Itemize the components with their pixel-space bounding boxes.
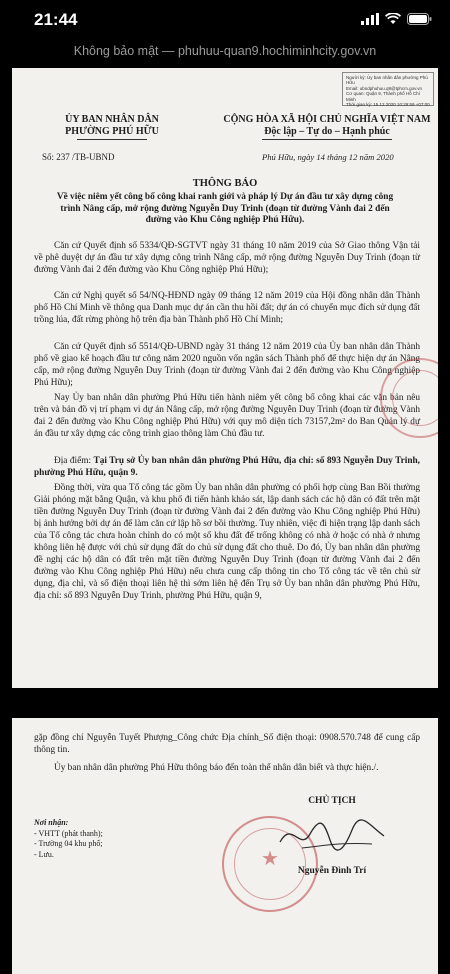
signer-title: CHỦ TỊCH [308, 796, 356, 806]
nation-line-1: CỘNG HÒA XÃ HỘI CHỦ NGHĨA VIỆT NAM [223, 114, 431, 125]
national-header [217, 114, 437, 140]
digital-sign-line: Người ký: Ủy ban nhân dân phường Phú Hữu [346, 75, 428, 86]
digital-sign-line: Thời gian ký: 15.12.2020 10:29:59 +07:00 [346, 102, 430, 108]
recipient-item: - Trường 04 khu phố; [34, 839, 103, 848]
divider [262, 139, 392, 140]
wifi-icon [385, 13, 401, 25]
document-page-2 [12, 718, 438, 974]
document-title: THÔNG BÁO [192, 178, 258, 189]
org-line-1: ỦY BAN NHÂN DÂN [65, 114, 159, 125]
location-text: Tại Trụ sở Ủy ban nhân dân phường Phú Hữu, địa chỉ: số 893 Nguyễn Duy Trinh, phường Phú Hữu, quận 9. [34, 456, 420, 478]
location-paragraph [34, 455, 420, 479]
paragraph: Căn cứ Quyết định số 5514/QĐ-UBND ngày 31 tháng 12 năm 2019 của Ủy ban nhân dân Thành phố về giao kế hoạch đầu tư công năm 2020 nguồn vốn ngân sách Thành phố để thực hiện dự án Nâng cấp, mở rộng đường Nguyễn Duy Trinh (đoạn từ đường Vành đai 2 đến đường vào Khu Công nghiệp Phú Hữu); [34, 342, 420, 388]
divider [77, 139, 147, 140]
document-subject: Về việc niêm yết công bố công khai ranh giới và pháp lý Dự án đầu tư xây dựng công trình Nâng cấp, mở rộng đường Nguyễn Duy Trinh (đoạn từ đường Vành đai 2 đến đường vào Khu Công nghiệp Phú Hữu). [56, 192, 394, 225]
signal-icon [361, 13, 379, 25]
recipients-label: Nơi nhận: [34, 818, 69, 827]
contact-paragraph: gặp đồng chí Nguyễn Tuyết Phượng_Công chức Địa chính_Số điện thoại: 0908.570.748 để cung cấp thông tin. [34, 733, 420, 755]
paragraph: Đồng thời, vừa qua Tổ công tác gồm Ủy ban nhân dân phường có phối hợp cùng Ban Bồi thường Giải phóng mặt bằng Quận, và khu phố đi tiến hành khảo sát, lập danh sách các hộ dân có đất trên mặt tiền đường Nguyễn Duy Trinh (đoạn từ đường Vành đai 2 đến đường vào Khu Công nghiệp Phú Hữu) bị ảnh hưởng bởi dự án để làm căn cứ lập hồ sơ bồi thường. Tuy nhiên, việc đi hiện trạng lập danh sách của Tổ công tác chưa hoàn chỉnh do có một số khu đất để trống không có nhà ở hoặc có nhà ở nhưng không liên hệ được với chủ sử dụng đất do chủ sử dụng đất cho thuê. Do đó, Ủy ban nhân dân phường đề nghị các hộ dân có đất trên mặt tiền đường Nguyễn Duy Trinh (đoạn từ đường Vành đai 2 đến đường vào Khu Công nghiệp Phú Hữu) nếu chưa cung cấp thông tin cho Tổ công tác về tên chủ sử dụng, địa chỉ, và số điện thoại liên hệ thì sớm liên hệ đến Trụ sở Ủy ban nhân dân phường Phú Hữu, địa chỉ: số 893 Nguyễn Duy Trinh, phường Phú Hữu, quận 9, [34, 483, 420, 601]
status-icons [361, 13, 432, 25]
recipient-item: - VHTT (phát thanh); [34, 828, 103, 838]
document-number: Số: 237 /TB-UBND [42, 152, 115, 162]
document-page-1 [12, 68, 438, 688]
url-bar[interactable]: Không bảo mật — phuhuu-quan9.hochiminhcity.gov.vn [73, 44, 377, 58]
signature-block [262, 796, 402, 876]
paragraph: Căn cứ Quyết định số 5334/QĐ-SGTVT ngày 31 tháng 10 năm 2019 của Sở Giao thông Vận tải về phê duyệt dự án đầu tư xây dựng công trình Nâng cấp, mở rộng đường Nguyễn Duy Trinh (đoạn từ đường Vành đai 2 đến đường vào Khu Công nghiệp Phú Hữu); [34, 241, 420, 275]
location-label: Địa điểm: [54, 456, 94, 466]
digital-signature-box [342, 72, 434, 106]
nation-line-2: Độc lập – Tự do – Hạnh phúc [264, 126, 390, 137]
star-icon: ★ [261, 847, 279, 870]
org-line-2: PHƯỜNG PHÚ HỮU [65, 126, 159, 137]
recipients-block [34, 818, 103, 860]
battery-icon [407, 13, 432, 25]
closing-paragraph: Ủy ban nhân dân phường Phú Hữu thông báo đến toàn thể nhân dân biết và thực hiện./. [54, 763, 379, 773]
issuing-organization [32, 114, 192, 140]
status-time: 21:44 [34, 10, 78, 29]
paragraph: Nay Ủy ban nhân dân phường Phú Hữu tiến hành niêm yết công bố công khai các văn bản nêu trên và bản đồ vị trí phạm vi dự án Nâng cấp, mở rộng đường Nguyễn Duy Trinh (đoạn từ đường Vành đai 2 đến đường vào Khu Công nghiệp Phú Hữu) với quy mô diện tích 73157,2m² do Ban Quản lý dự án đầu tư xây dựng các công trình giao thông làm Chủ đầu tư. [34, 393, 420, 439]
digital-sign-line: Email: ubndphuhuu.q9@tphcm.gov.vn [346, 85, 423, 91]
handwritten-signature [272, 812, 392, 858]
status-bar [0, 0, 450, 40]
place-date: Phú Hữu, ngày 14 tháng 12 năm 2020 [262, 152, 394, 162]
digital-sign-line: Cơ quan: Quận 9, Thành phố Hồ Chí Minh [346, 91, 420, 102]
paragraph: Căn cứ Nghị quyết số 54/NQ-HĐND ngày 09 tháng 12 năm 2019 của Hội đồng nhân dân Thành phố Hồ Chí Minh về thông qua Danh mục dự án cần thu hồi đất; dự án có chuyển mục đích sử dụng đất trồng lúa, đất rừng phòng hộ trên địa bàn Thành phố Hồ Chí Minh; [34, 291, 420, 325]
signer-name: Nguyễn Đình Trí [297, 866, 367, 876]
recipient-item: - Lưu. [34, 849, 54, 859]
